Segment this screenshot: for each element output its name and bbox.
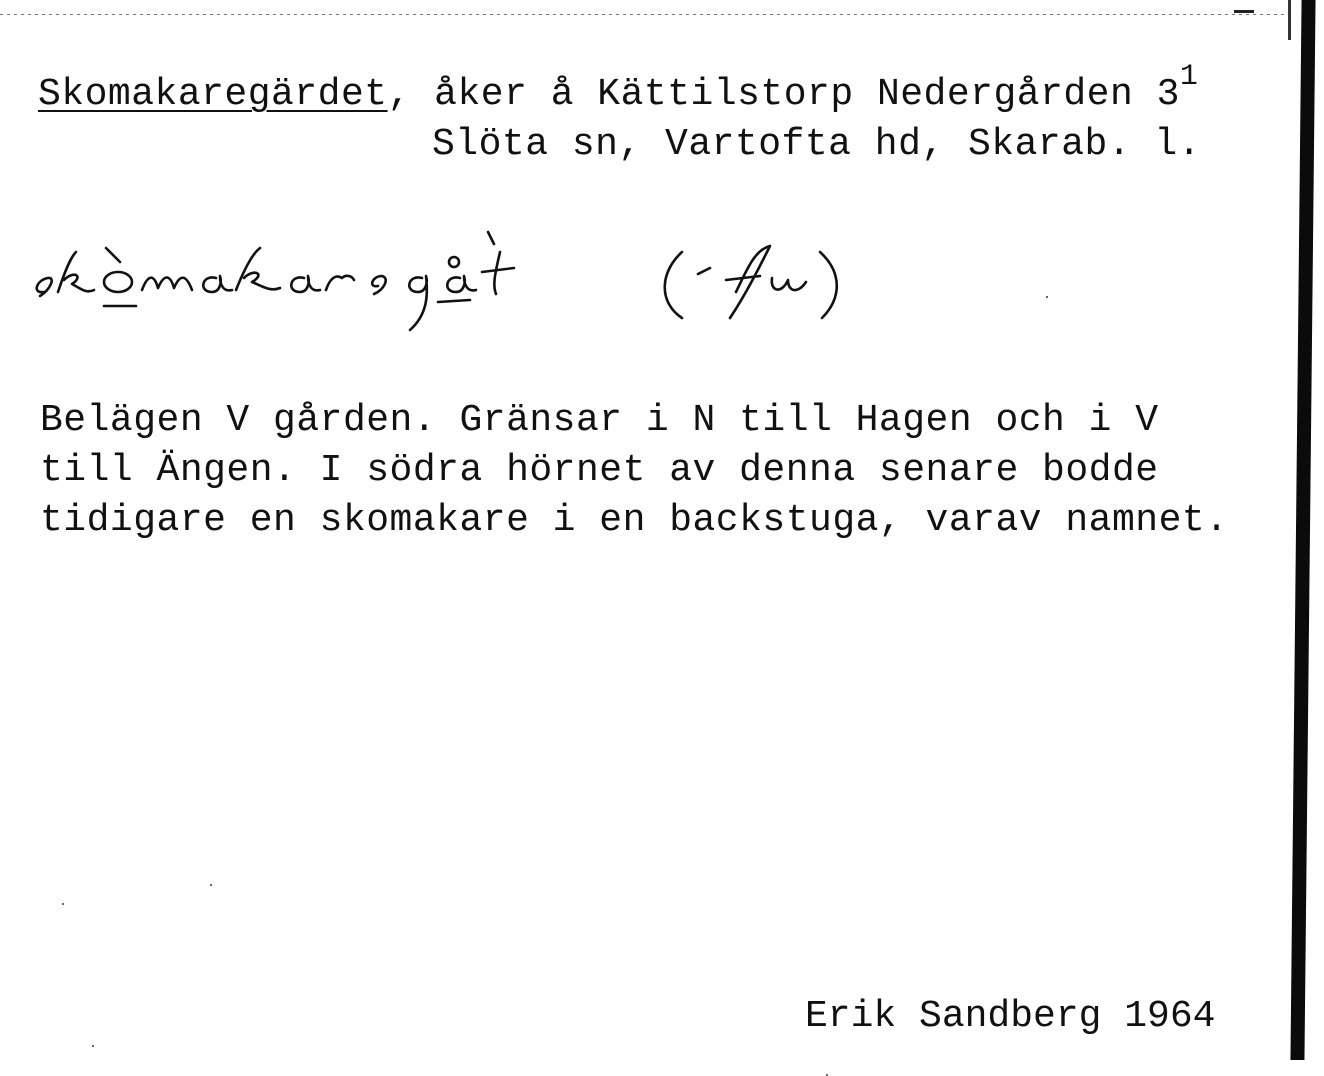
heading-superscript: 1 [1179,60,1199,94]
body-line-3: tidigare en skomakare i en backstuga, varav namnet. [40,499,1229,542]
body-line-1: Belägen V gården. Gränsar i N till Hagen och i V [40,399,1159,442]
place-name: Skomakaregärdet [38,73,388,116]
heading-description: , åker å Kättilstorp Nedergården 3 [387,73,1180,116]
speck [1046,296,1048,298]
signature: Erik Sandberg 1964 [805,995,1216,1038]
card-right-edge [1290,0,1315,1060]
corner-mark [1234,10,1254,13]
card-right-edge-thin [1288,0,1291,40]
speck [92,1045,94,1047]
body-line-2: till Ängen. I södra hörnet av denna senare bodde [40,449,1159,492]
card-top-edge [0,14,1290,15]
location-line: Slöta sn, Vartofta hd, Skarab. l. [432,123,1202,166]
speck [210,884,212,886]
speck [62,903,64,905]
card-heading [38,60,1199,120]
card-body [40,396,1229,546]
handwritten-pronunciation [30,222,860,342]
